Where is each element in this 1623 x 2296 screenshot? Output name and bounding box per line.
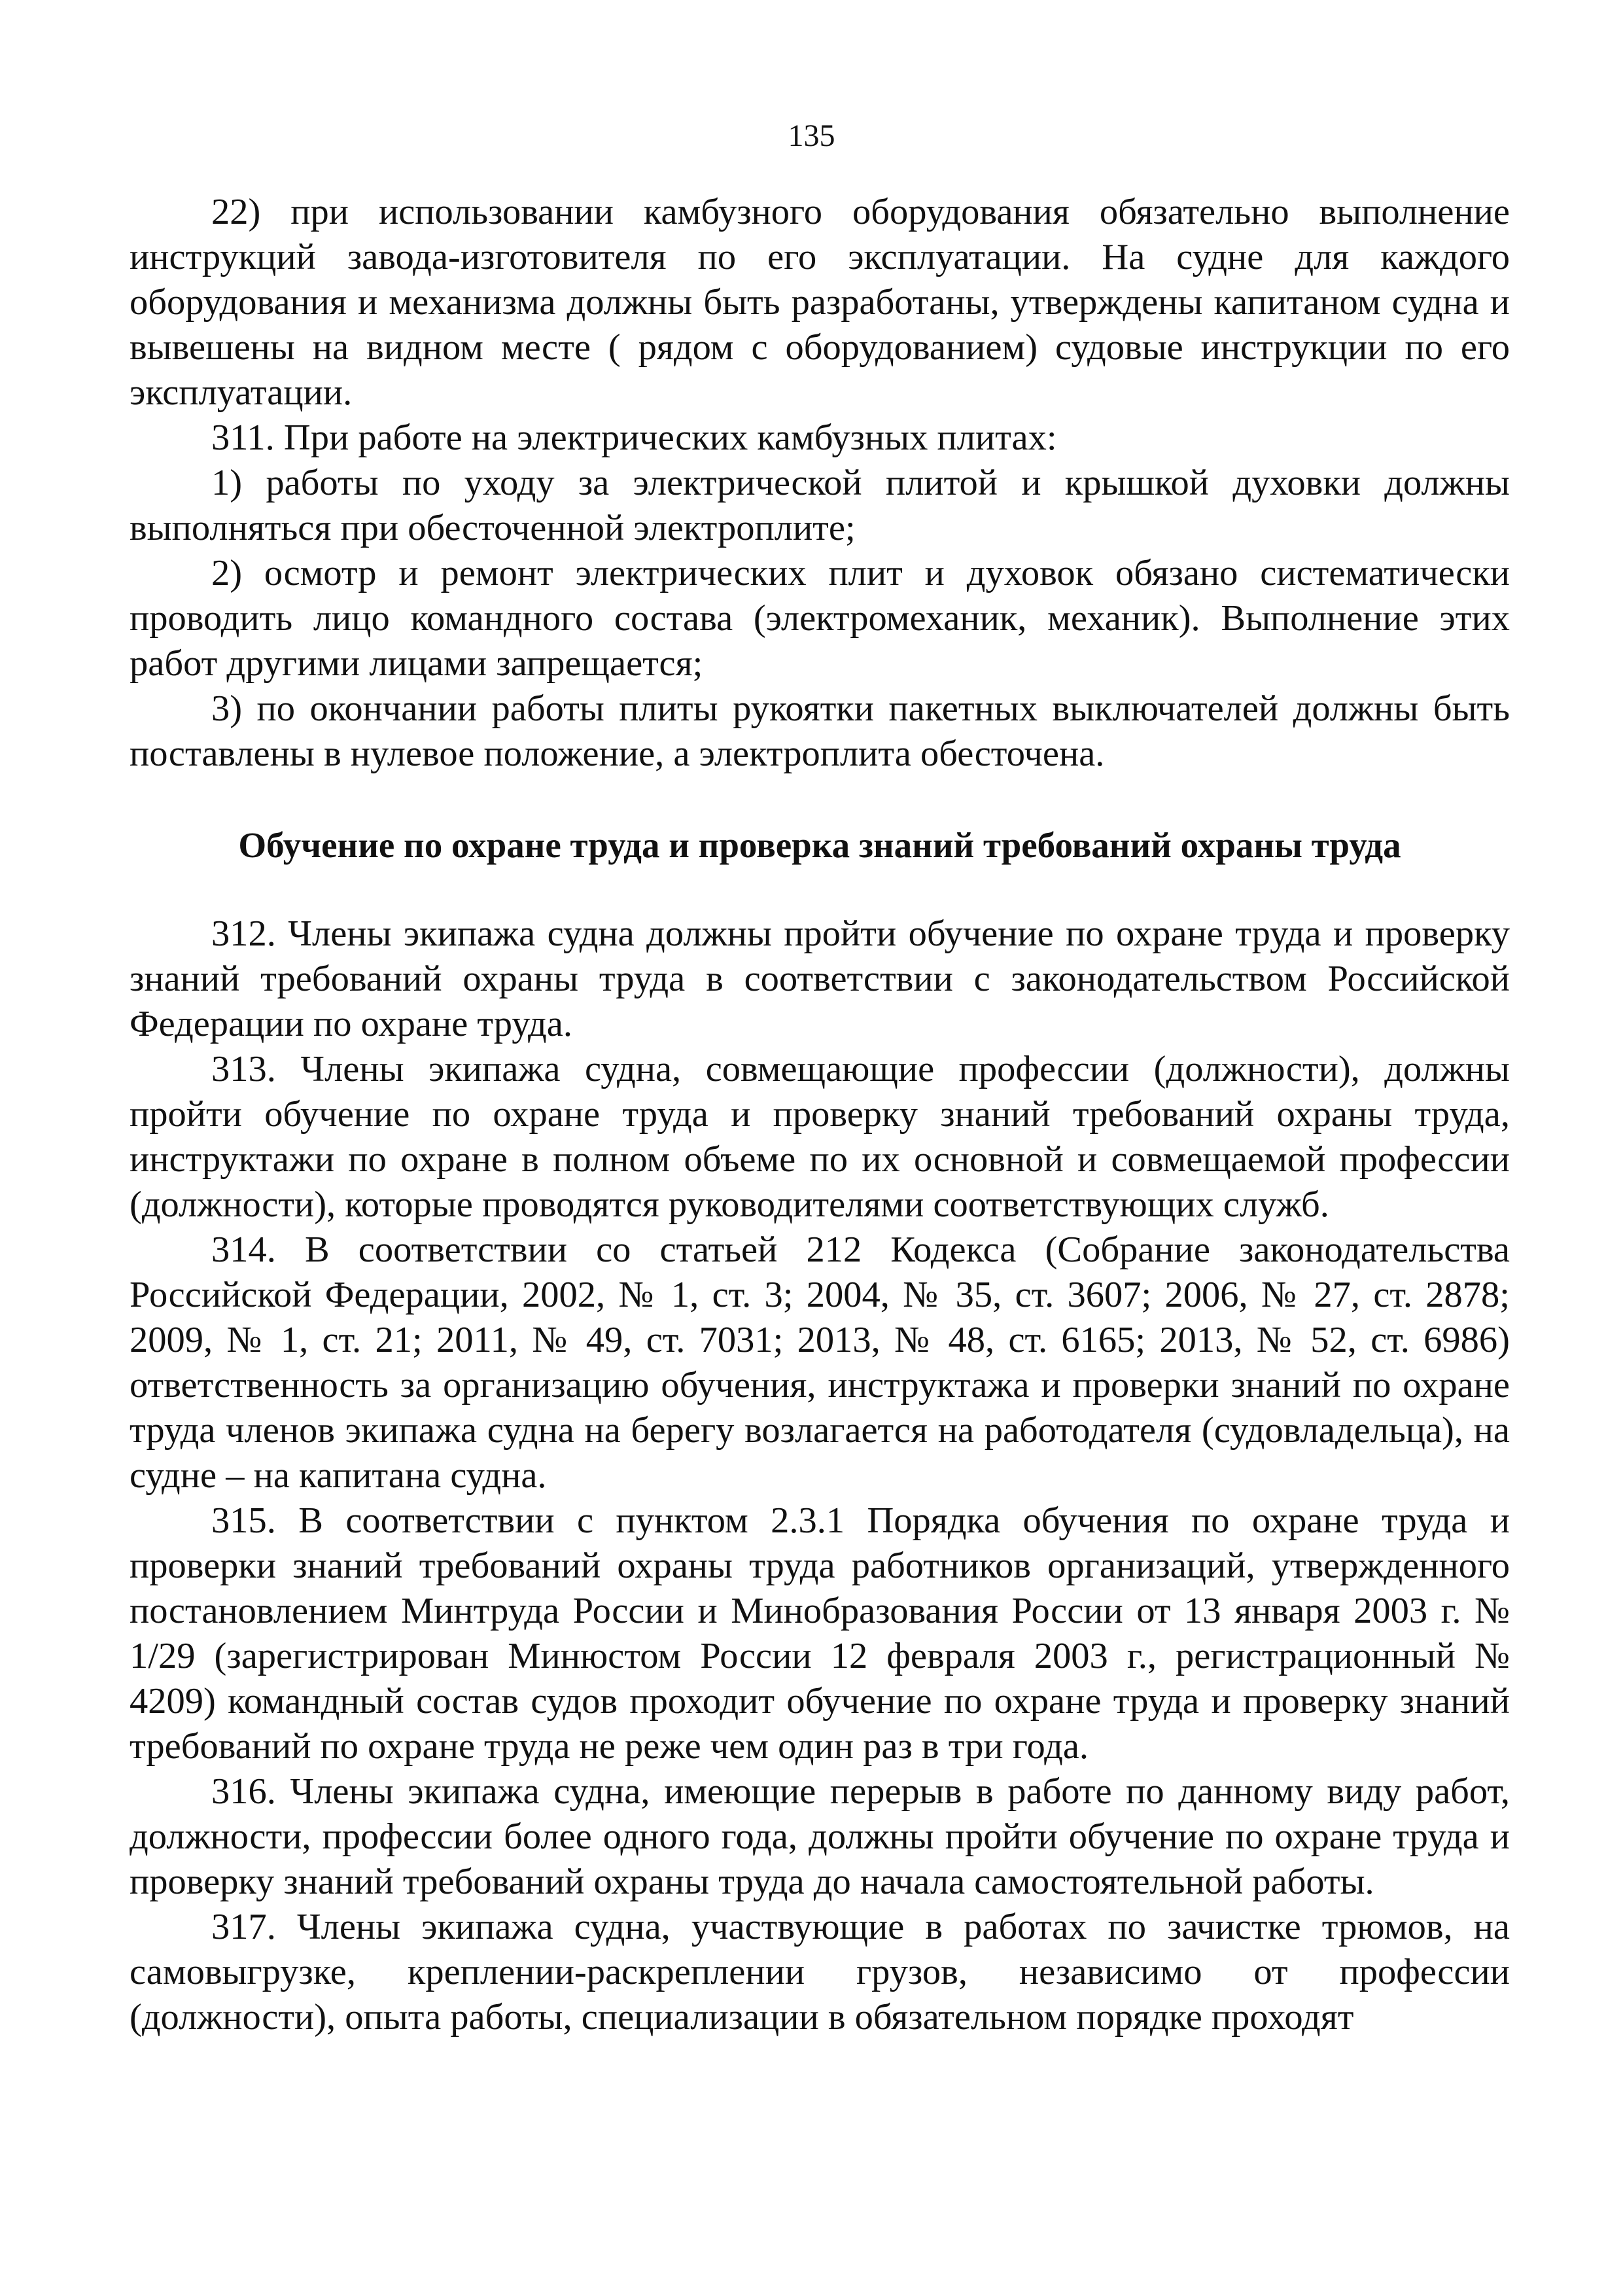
paragraph-312: 312. Члены экипажа судна должны пройти обучение по охране труда и проверку знаний требований охраны труда в соответствии с законодательством Российской Федерации по охране труда. — [130, 913, 1510, 1044]
paragraph-item-22: 22) при использовании камбузного оборудования обязательно выполнение инструкций завода-изготовителя по его эксплуатации. На судне для каждого оборудования и механизма должны быть разработаны, утверждены капитаном судна и вывешены на видном месте ( рядом с оборудованием) судовые инструкции по его эксплуатации. — [130, 192, 1510, 413]
page-number: 135 — [788, 118, 835, 153]
section-heading: Обучение по охране труда и проверка знаний требований охраны труда — [238, 825, 1401, 865]
paragraph-311-item-1: 1) работы по уходу за электрической плитой и крышкой духовки должны выполняться при обесточенной электроплите; — [130, 463, 1510, 548]
document-body — [130, 190, 1510, 2040]
paragraph-311-item-2: 2) осмотр и ремонт электрических плит и духовок обязано систематически проводить лицо командного состава (электромеханик, механик). Выполнение этих работ другими лицами запрещается; — [130, 553, 1510, 684]
paragraph-316: 316. Члены экипажа судна, имеющие перерыв в работе по данному виду работ, должности, профессии более одного года, должны пройти обучение по охране труда и проверку знаний требований охраны труда до начала самостоятельной работы. — [130, 1771, 1510, 1902]
paragraph-315: 315. В соответствии с пунктом 2.3.1 Порядка обучения по охране труда и проверки знаний требований охраны труда работников организаций, утвержденного постановлением Минтруда России и Минобразования России от 13 января 2003 г. № 1/29 (зарегистрирован Минюстом России 12 февраля 2003 г., регистрационный № 4209) командный состав судов проходит обучение по охране труда и проверку знаний требований по охране труда не реже чем один раз в три года. — [130, 1500, 1510, 1767]
paragraph-314: 314. В соответствии со статьей 212 Кодекса (Собрание законодательства Российской Федерации, 2002, № 1, ст. 3; 2004, № 35, ст. 3607; 2006, № 27, ст. 2878; 2009, № 1, ст. 21; 2011, № 49, ст. 7031; 2013, № 48, ст. 6165; 2013, № 52, ст. 6986) ответственность за организацию обучения, инструктажа и проверки знаний по охране труда членов экипажа судна на берегу возлагается на работодателя (судовладельца), на судне – на капитана судна. — [130, 1229, 1510, 1496]
paragraph-317: 317. Члены экипажа судна, участвующие в работах по зачистке трюмов, на самовыгрузке, креплении-раскреплении грузов, независимо от профессии (должности), опыта работы, специализации в обязательном порядке проходят — [130, 1907, 1510, 2038]
paragraph-311: 311. При работе на электрических камбузных плитах: — [211, 417, 1057, 458]
paragraph-313: 313. Члены экипажа судна, совмещающие профессии (должности), должны пройти обучение по охране труда и проверку знаний требований охраны труда, инструктажи по охране в полном объеме по их основной и совмещаемой профессии (должности), которые проводятся руководителями соответствующих служб. — [130, 1049, 1510, 1225]
paragraph-311-item-3: 3) по окончании работы плиты рукоятки пакетных выключателей должны быть поставлены в нулевое положение, а электроплита обесточена. — [130, 688, 1510, 774]
